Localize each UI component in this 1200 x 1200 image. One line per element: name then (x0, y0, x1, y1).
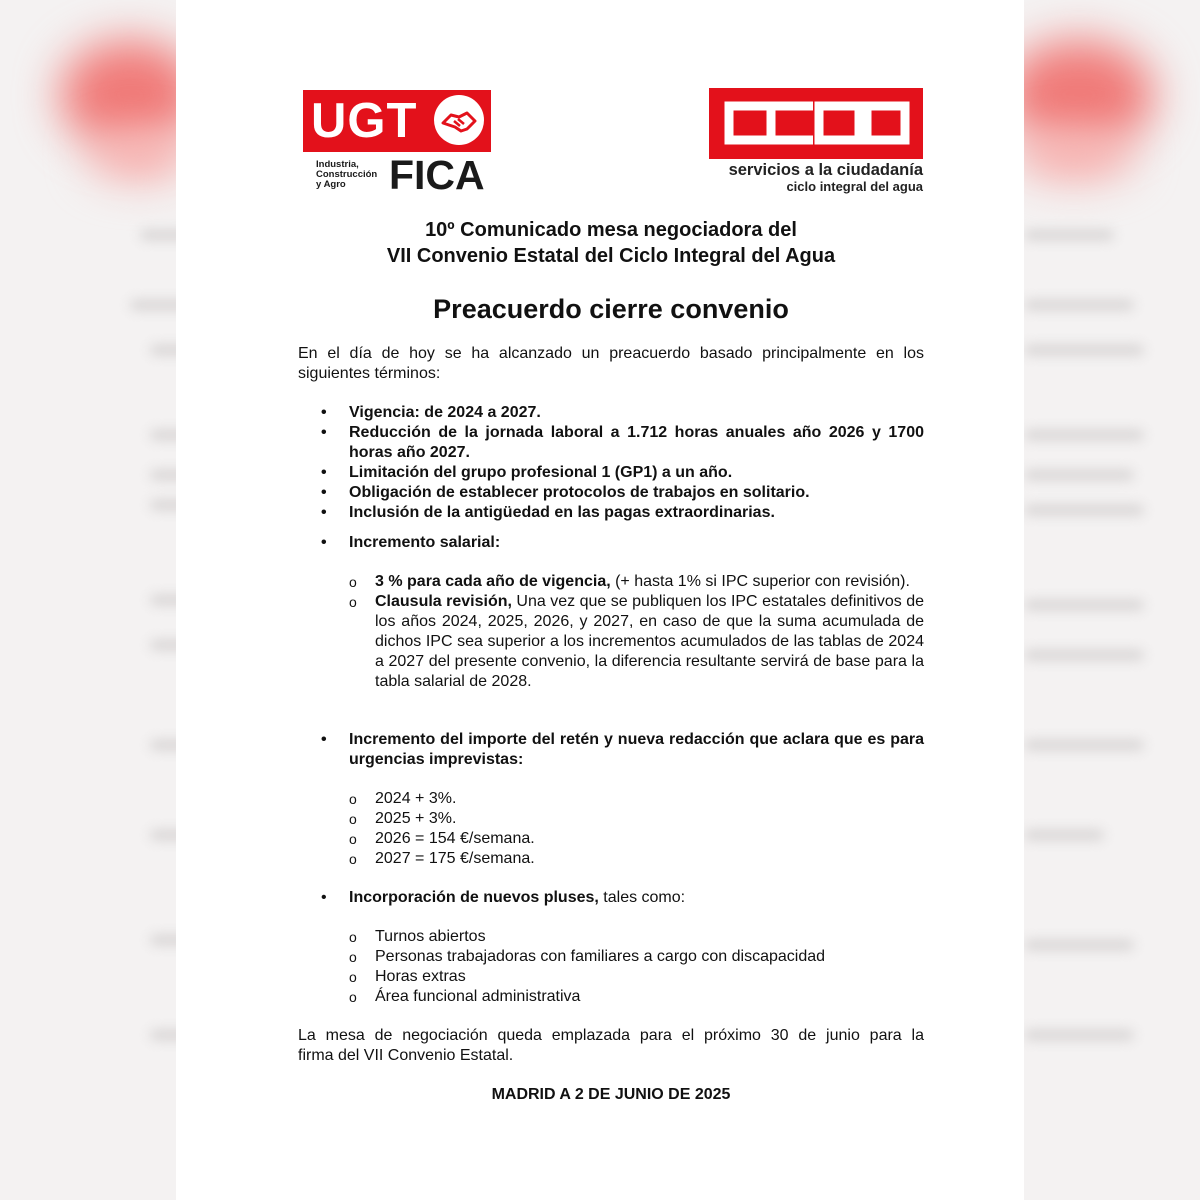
reten-heading: • Incremento del importe del retén y nueva redacción que aclara que es para urgencias imprevistas: (298, 730, 924, 770)
reten-sublist (298, 789, 924, 869)
communique-title: 10º Comunicado mesa negociadora del VII Convenio Estatal del Ciclo Integral del Agua (386, 219, 836, 267)
sub-list-item: o 2027 = 175 €/semana. (298, 849, 924, 869)
list-item: • Vigencia: de 2024 a 2027. (298, 403, 924, 423)
pluses-sublist (298, 927, 924, 1007)
sub-list-item: o 2024 + 3%. (298, 789, 924, 809)
sub-list-item: o Personas trabajadoras con familiares a cargo con discapacidad (298, 947, 924, 967)
ccoo-tagline-1: servicios a la ciudadanía (728, 161, 923, 179)
date-line: MADRID A 2 DE JUNIO DE 2025 (491, 1086, 731, 1103)
list-item: • Limitación del grupo profesional 1 (GP1) a un año. (298, 463, 924, 483)
pluses-section (298, 888, 924, 908)
list-item: • Inclusión de la antigüedad en las pagas extraordinarias. (298, 503, 924, 523)
left-blurred-band (0, 0, 176, 1200)
salary-heading: • Incremento salarial: (298, 533, 924, 553)
fica-logo-text: FICA (389, 152, 485, 198)
ugt-logo (303, 90, 491, 152)
sub-list-item: o Clausula revisión, Una vez que se publiquen los IPC estatales definitivos de los años 2024, 2025, 2026, y 2027, en caso de que la suma acumulada de dichos IPC sea superior a los incrementos acumulados de las tablas de 2024 a 2027 del presente convenio, la diferencia resultante servirá de base para la tabla salarial de 2028. (298, 592, 924, 692)
sub-list-item: o Horas extras (298, 967, 924, 987)
ccoo-tagline-2: ciclo integral del agua (786, 179, 923, 194)
sub-list-item: o Turnos abiertos (298, 927, 924, 947)
fica-subtitle: Industria, Construcción y Agro (316, 159, 378, 190)
salary-sublist (298, 572, 924, 692)
list-item: • Reducción de la jornada laboral a 1.712 horas anuales año 2026 y 1700 horas año 2027. (298, 423, 924, 463)
ugt-logo-text: UGT (311, 94, 418, 148)
pluses-heading: • Incorporación de nuevos pluses, tales como: (298, 888, 924, 908)
reten-section (298, 730, 924, 770)
sub-list-item: o 2025 + 3%. (298, 809, 924, 829)
salary-section (298, 533, 924, 553)
closing-paragraph: La mesa de negociación queda emplazada para el próximo 30 de junio para la firma del VII Convenio Estatal. (298, 1027, 924, 1064)
ccoo-logo (709, 88, 923, 159)
page-subtitle: Preacuerdo cierre convenio (433, 294, 789, 324)
intro-paragraph: En el día de hoy se ha alcanzado un preacuerdo basado principalmente en los siguientes términos: (298, 345, 924, 382)
terms-list (298, 403, 924, 523)
sub-list-item: o 2026 = 154 €/semana. (298, 829, 924, 849)
handshake-icon (434, 95, 484, 145)
sub-list-item: o Área funcional administrativa (298, 987, 924, 1007)
right-blurred-band (1024, 0, 1200, 1200)
sub-list-item: o 3 % para cada año de vigencia, (+ hasta 1% si IPC superior con revisión). (298, 572, 924, 592)
list-item: • Obligación de establecer protocolos de trabajos en solitario. (298, 483, 924, 503)
